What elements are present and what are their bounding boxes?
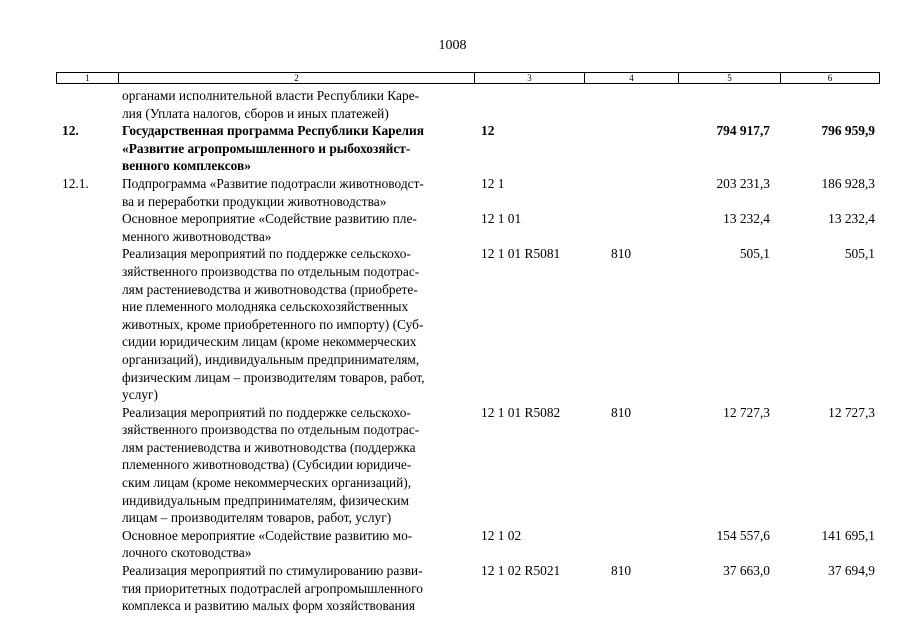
- row-expense-type: 810: [611, 246, 632, 262]
- row-name-line: Реализация мероприятий по поддержке сельскохо-: [122, 246, 411, 262]
- row-name-line: зяйственного производства по отдельным подотрас-: [122, 422, 420, 438]
- row-name-line: Основное мероприятие «Содействие развитию мо-: [122, 527, 413, 543]
- row-expense-type: 810: [611, 563, 632, 579]
- header-col-6: 6: [827, 73, 833, 83]
- table-row: [0, 210, 905, 245]
- row-name-line: лия (Уплата налогов, сборов и иных платежей): [122, 105, 389, 121]
- row-name-line: зяйственного производства по отдельным подотрас-: [122, 263, 420, 279]
- row-name-line: ние племенного молодняка сельскохозяйственных: [122, 299, 409, 315]
- row-value-col5: 13 232,4: [723, 211, 770, 227]
- row-value-col5: 794 917,7: [716, 123, 770, 139]
- row-name-line: комплекса и развитию малых форм хозяйствования: [122, 598, 416, 614]
- table-header-row: [56, 72, 880, 84]
- row-name-line: Подпрограмма «Развитие подотрасли животноводст-: [122, 175, 424, 191]
- header-col-4: 4: [585, 73, 679, 83]
- row-code: 12 1 01 R5081: [481, 246, 561, 262]
- header-col-2: 2: [119, 73, 475, 83]
- table-row: [0, 527, 905, 562]
- row-name-line: органами исполнительной власти Республики Каре-: [122, 88, 420, 103]
- row-value-col5: 154 557,6: [716, 527, 770, 543]
- row-name: [122, 527, 477, 562]
- row-name-line: Реализация мероприятий по поддержке сельскохо-: [122, 404, 411, 420]
- row-name: [122, 122, 477, 175]
- row-value-col6: 37 694,9: [828, 563, 875, 579]
- row-value-col5: 12 727,3: [723, 404, 770, 420]
- row-name: [122, 210, 477, 245]
- row-number: 12.: [62, 123, 79, 139]
- header-col-5: 5: [679, 73, 781, 83]
- row-name-line: организаций), индивидуальным предпринимателям,: [122, 351, 420, 367]
- table-row: [0, 122, 905, 175]
- row-name-line: ва и переработки продукции животноводства»: [122, 193, 387, 209]
- table-row: [0, 245, 905, 403]
- row-code: 12 1: [481, 175, 505, 191]
- table-row: [0, 404, 905, 527]
- row-name-line: лицам – производителям товаров, работ, услуг): [122, 510, 392, 526]
- row-name: [122, 87, 477, 122]
- table-row: [0, 87, 905, 122]
- row-name-line: лям растениеводства и животноводства (поддержка: [122, 439, 416, 455]
- row-name-line: «Развитие агропромышленного и рыбохозяйст-: [122, 140, 411, 156]
- row-value-col6: 12 727,3: [828, 404, 875, 420]
- row-expense-type: 810: [611, 404, 632, 420]
- row-value-col6: 141 695,1: [821, 527, 875, 543]
- budget-table-body: [0, 87, 905, 615]
- row-name-line: сидии юридическим лицам (кроме некоммерческих: [122, 334, 417, 350]
- row-name-line: Государственная программа Республики Карелия: [122, 123, 425, 139]
- row-code: 12: [481, 123, 495, 139]
- row-number: 12.1.: [62, 175, 89, 191]
- row-value-col6: 13 232,4: [828, 211, 875, 227]
- table-row: [0, 562, 905, 615]
- row-value-col5: 505,1: [739, 246, 770, 262]
- row-name-line: ским лицам (кроме некоммерческих организаций),: [122, 475, 412, 491]
- row-name-line: лочного скотоводства»: [122, 545, 252, 561]
- row-code: 12 1 01 R5082: [481, 404, 561, 420]
- page-number: 1008: [438, 38, 467, 53]
- row-value-col5: 37 663,0: [723, 563, 770, 579]
- row-value-col6: 505,1: [844, 246, 875, 262]
- row-name-line: тия приоритетных подотраслей агропромышленного: [122, 580, 423, 596]
- row-name: [122, 245, 477, 403]
- row-name-line: племенного животноводства) (Субсидии юридиче-: [122, 457, 412, 473]
- row-value-col6: 186 928,3: [821, 175, 875, 191]
- header-col-3: 3: [475, 73, 585, 83]
- row-name: [122, 562, 477, 615]
- row-name-line: Основное мероприятие «Содействие развитию пле-: [122, 211, 417, 227]
- table-row: [0, 175, 905, 210]
- row-name-line: Реализация мероприятий по стимулированию разви-: [122, 563, 423, 579]
- row-name: [122, 175, 477, 210]
- row-code: 12 1 01: [481, 211, 522, 227]
- row-code: 12 1 02: [481, 527, 522, 543]
- row-name-line: менного животноводства»: [122, 228, 272, 244]
- row-name-line: венного комплексов»: [122, 158, 251, 174]
- header-col-1: 1: [57, 73, 119, 83]
- row-name: [122, 404, 477, 527]
- row-value-col5: 203 231,3: [716, 175, 770, 191]
- row-name-line: лям растениеводства и животноводства (приобрете-: [122, 281, 418, 297]
- row-name-line: животных, кроме приобретенного по импорту) (Суб-: [122, 316, 424, 332]
- row-name-line: физическим лицам – производителям товаров, работ,: [122, 369, 425, 385]
- row-value-col6: 796 959,9: [821, 123, 875, 139]
- row-name-line: услуг): [122, 387, 158, 403]
- row-name-line: индивидуальным предпринимателям, физическим: [122, 492, 409, 508]
- row-code: 12 1 02 R5021: [481, 563, 561, 579]
